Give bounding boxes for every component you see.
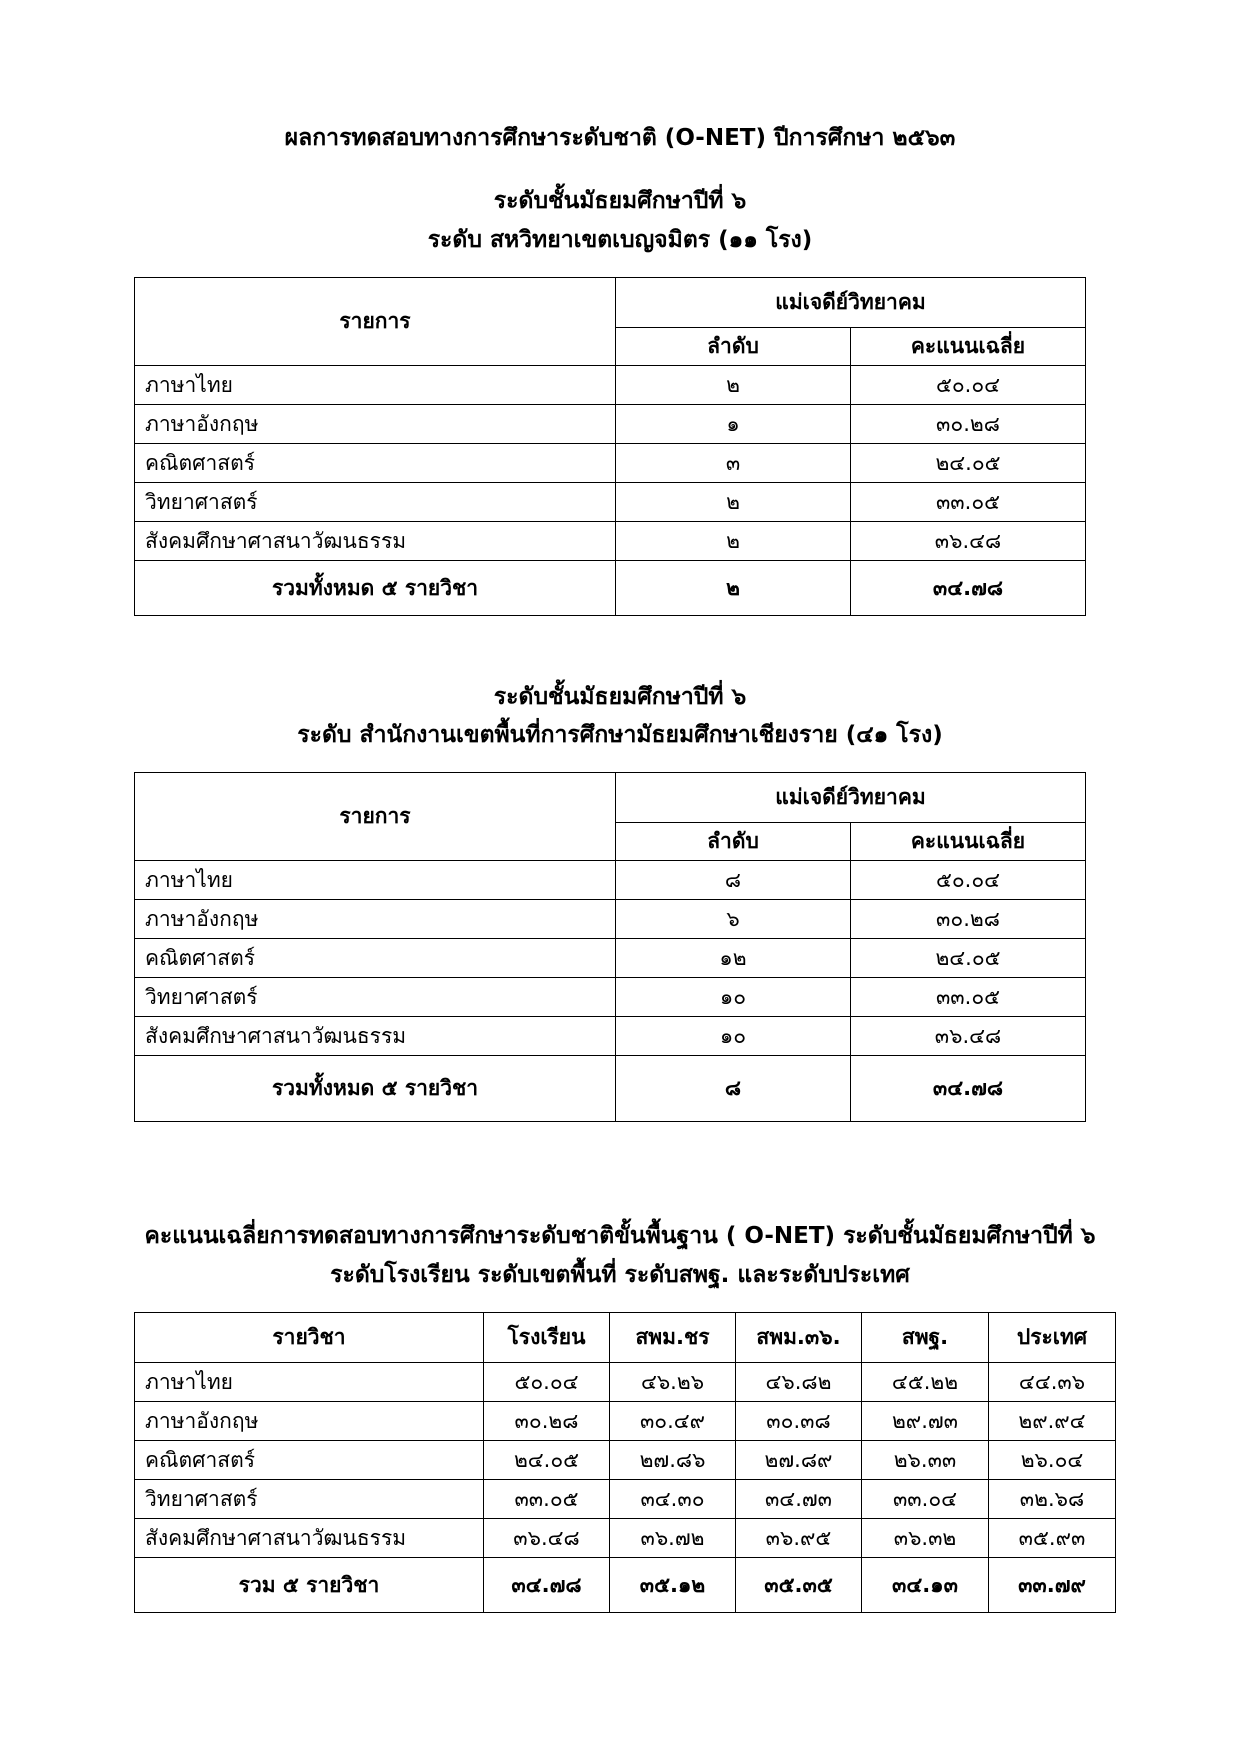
average-cell: ๓๓.๐๕: [851, 483, 1086, 522]
score-cell: ๓๐.๓๘: [736, 1402, 862, 1441]
subject-cell: สังคมศึกษาศาสนาวัฒนธรรม: [135, 522, 616, 561]
table-row: [135, 939, 1086, 978]
section2-level-heading: ระดับชั้นมัธยมศึกษาปีที่ ๖: [493, 684, 747, 710]
total-average: ๓๔.๗๘: [851, 561, 1086, 616]
subject-cell: ภาษาอังกฤษ: [135, 1402, 484, 1441]
rank-cell: ๑๐: [616, 1017, 851, 1056]
header-rank: ลำดับ: [616, 328, 851, 366]
section1-scope-heading: ระดับ สหวิทยาเขตเบญจมิตร (๑๑ โรง): [427, 227, 813, 253]
table-row: [135, 1363, 1116, 1402]
total-label: รวมทั้งหมด ๕ รายวิชา: [135, 1056, 616, 1122]
score-cell: ๔๖.๒๖: [610, 1363, 736, 1402]
score-cell: ๒๙.๗๓: [862, 1402, 989, 1441]
section2-table: [134, 772, 1086, 1122]
score-cell: ๓๖.๗๒: [610, 1519, 736, 1558]
subject-cell: วิทยาศาสตร์: [135, 483, 616, 522]
score-cell: ๓๕.๙๓: [989, 1519, 1116, 1558]
average-cell: ๕๐.๐๔: [851, 861, 1086, 900]
total-row: [135, 1558, 1116, 1613]
table-row: [135, 366, 1086, 405]
average-cell: ๕๐.๐๔: [851, 366, 1086, 405]
subject-cell: ภาษาไทย: [135, 1363, 484, 1402]
table-row: [135, 900, 1086, 939]
total-score-cell: ๓๕.๓๕: [736, 1558, 862, 1613]
subject-cell: ภาษาอังกฤษ: [135, 405, 616, 444]
score-cell: ๒๗.๘๖: [610, 1441, 736, 1480]
subject-cell: สังคมศึกษาศาสนาวัฒนธรรม: [135, 1519, 484, 1558]
total-rank: ๒: [616, 561, 851, 616]
score-cell: ๒๗.๘๙: [736, 1441, 862, 1480]
table-row: [135, 1017, 1086, 1056]
rank-cell: ๑๐: [616, 978, 851, 1017]
subject-cell: วิทยาศาสตร์: [135, 1480, 484, 1519]
table-row: [135, 522, 1086, 561]
score-cell: ๒๙.๙๔: [989, 1402, 1116, 1441]
score-cell: ๕๐.๐๔: [484, 1363, 610, 1402]
total-row: [135, 1056, 1086, 1122]
subject-cell: คณิตศาสตร์: [135, 444, 616, 483]
header-item: รายการ: [135, 773, 616, 861]
header-obec: สพฐ.: [862, 1313, 989, 1363]
header-average: คะแนนเฉลี่ย: [851, 823, 1086, 861]
total-average: ๓๔.๗๘: [851, 1056, 1086, 1122]
header-school: แม่เจดีย์วิทยาคม: [616, 278, 1086, 328]
subject-cell: ภาษาไทย: [135, 366, 616, 405]
total-score-cell: ๓๓.๗๙: [989, 1558, 1116, 1613]
table-row: [135, 483, 1086, 522]
header-average: คะแนนเฉลี่ย: [851, 328, 1086, 366]
section3-scope-heading: ระดับโรงเรียน ระดับเขตพื้นที่ ระดับสพฐ. และระดับประเทศ: [330, 1262, 910, 1288]
table-row: [135, 405, 1086, 444]
section3-title-heading: คะแนนเฉลี่ยการทดสอบทางการศึกษาระดับชาติขั้นพื้นฐาน ( O-NET) ระดับชั้นมัธยมศึกษาปีที่ ๖: [144, 1223, 1096, 1249]
rank-cell: ๘: [616, 861, 851, 900]
page-title: ผลการทดสอบทางการศึกษาระดับชาติ (O-NET) ปีการศึกษา ๒๕๖๓: [284, 125, 956, 151]
subject-cell: วิทยาศาสตร์: [135, 978, 616, 1017]
total-label: รวมทั้งหมด ๕ รายวิชา: [135, 561, 616, 616]
table-row: [135, 1519, 1116, 1558]
score-cell: ๓๐.๔๙: [610, 1402, 736, 1441]
section1-table: [134, 277, 1086, 616]
average-cell: ๓๐.๒๘: [851, 405, 1086, 444]
rank-cell: ๓: [616, 444, 851, 483]
subject-cell: ภาษาไทย: [135, 861, 616, 900]
score-cell: ๓๖.๔๘: [484, 1519, 610, 1558]
header-item: รายการ: [135, 278, 616, 366]
score-cell: ๓๔.๓๐: [610, 1480, 736, 1519]
header-area-36: สพม.๓๖.: [736, 1313, 862, 1363]
total-score-cell: ๓๕.๑๒: [610, 1558, 736, 1613]
total-label: รวม ๕ รายวิชา: [135, 1558, 484, 1613]
total-score-cell: ๓๔.๑๓: [862, 1558, 989, 1613]
score-cell: ๓๖.๓๒: [862, 1519, 989, 1558]
header-national: ประเทศ: [989, 1313, 1116, 1363]
section1-level-heading: ระดับชั้นมัธยมศึกษาปีที่ ๖: [493, 188, 747, 214]
score-cell: ๔๕.๒๒: [862, 1363, 989, 1402]
header-area-cr: สพม.ชร: [610, 1313, 736, 1363]
header-rank: ลำดับ: [616, 823, 851, 861]
header-school: แม่เจดีย์วิทยาคม: [616, 773, 1086, 823]
average-cell: ๓๖.๔๘: [851, 522, 1086, 561]
average-cell: ๓๐.๒๘: [851, 900, 1086, 939]
average-cell: ๓๓.๐๕: [851, 978, 1086, 1017]
subject-cell: คณิตศาสตร์: [135, 1441, 484, 1480]
score-cell: ๓๐.๒๘: [484, 1402, 610, 1441]
table-row: [135, 1441, 1116, 1480]
subject-cell: คณิตศาสตร์: [135, 939, 616, 978]
header-school: โรงเรียน: [484, 1313, 610, 1363]
score-cell: ๒๖.๐๔: [989, 1441, 1116, 1480]
table-row: [135, 1480, 1116, 1519]
total-rank: ๘: [616, 1056, 851, 1122]
score-cell: ๓๒.๖๘: [989, 1480, 1116, 1519]
total-score-cell: ๓๔.๗๘: [484, 1558, 610, 1613]
rank-cell: ๑๒: [616, 939, 851, 978]
rank-cell: ๒: [616, 366, 851, 405]
score-cell: ๔๔.๓๖: [989, 1363, 1116, 1402]
rank-cell: ๒: [616, 483, 851, 522]
rank-cell: ๖: [616, 900, 851, 939]
table-row: [135, 1402, 1116, 1441]
total-row: [135, 561, 1086, 616]
average-cell: ๓๖.๔๘: [851, 1017, 1086, 1056]
rank-cell: ๑: [616, 405, 851, 444]
score-cell: ๓๔.๗๓: [736, 1480, 862, 1519]
table-row: [135, 444, 1086, 483]
section2-scope-heading: ระดับ สำนักงานเขตพื้นที่การศึกษามัธยมศึกษาเชียงราย (๔๑ โรง): [297, 722, 943, 748]
score-cell: ๓๖.๙๕: [736, 1519, 862, 1558]
subject-cell: ภาษาอังกฤษ: [135, 900, 616, 939]
average-cell: ๒๔.๐๕: [851, 939, 1086, 978]
header-subject: รายวิชา: [135, 1313, 484, 1363]
score-cell: ๒๖.๓๓: [862, 1441, 989, 1480]
score-cell: ๒๔.๐๕: [484, 1441, 610, 1480]
score-cell: ๓๓.๐๕: [484, 1480, 610, 1519]
score-cell: ๔๖.๘๒: [736, 1363, 862, 1402]
table-row: [135, 861, 1086, 900]
comparison-table: [134, 1312, 1116, 1613]
average-cell: ๒๔.๐๕: [851, 444, 1086, 483]
subject-cell: สังคมศึกษาศาสนาวัฒนธรรม: [135, 1017, 616, 1056]
rank-cell: ๒: [616, 522, 851, 561]
score-cell: ๓๓.๐๔: [862, 1480, 989, 1519]
table-row: [135, 978, 1086, 1017]
